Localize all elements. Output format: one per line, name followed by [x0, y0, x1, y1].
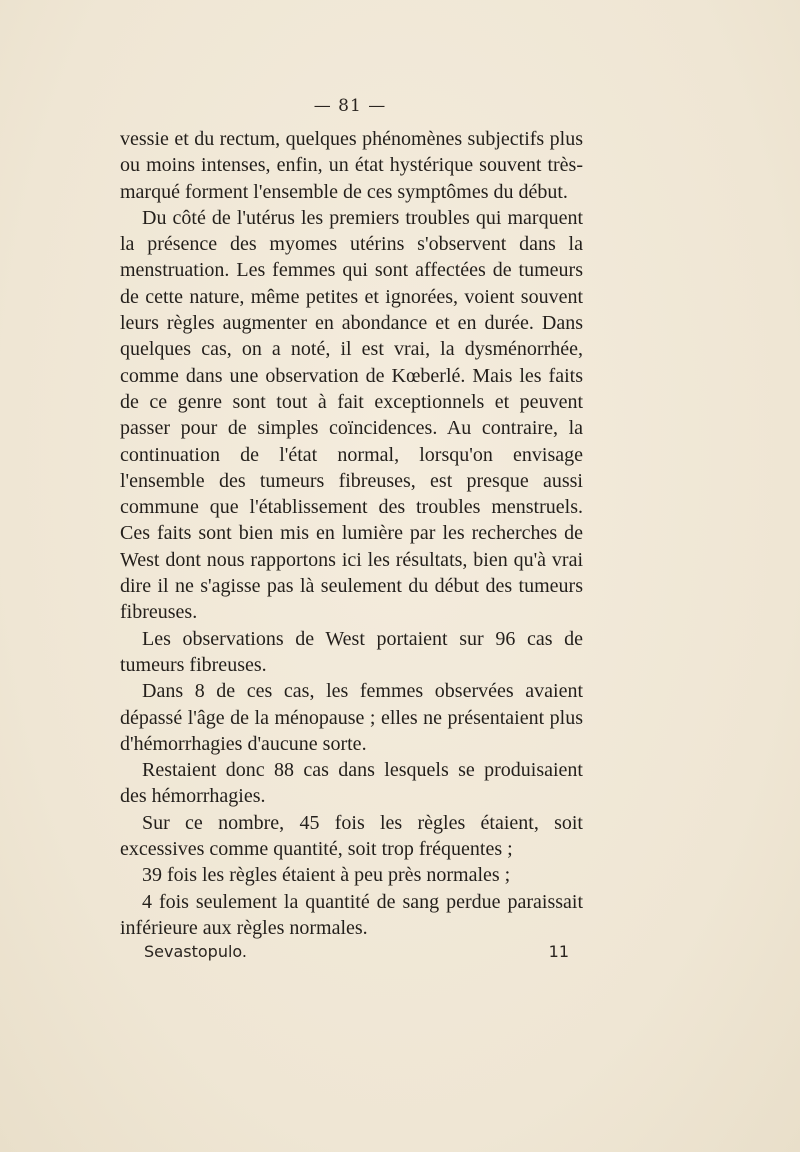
paragraph-3: Les observations de West portaient sur 96 cas de tumeurs fibreuses. — [120, 627, 583, 676]
signature-sheet-number: 11 — [548, 942, 569, 961]
paragraph-2: Du côté de l'utérus les premiers troubles qui marquent la présence des myomes utérins s'observent dans la menstruation. Les femmes qui sont affectées de tumeurs de cette nature, même petites et ignorées, voient souvent leurs règles augmenter en abondance et en durée. Dans quelques cas, on a noté, il est vrai, la dysménorrhée, comme dans une observation de Kœberlé. Mais les faits de ce genre sont tout à fait exceptionnels et peuvent passer pour de simples coïncidences. Au contraire, la continuation de l'état normal, lorsqu'on envisage l'ensemble des tumeurs fibreuses, est presque aussi commune que l'établissement des troubles menstruels. Ces faits sont bien mis en lumière par les recherches de West dont nous rapportons ici les résultats, bien qu'à vrai dire il ne s'agisse pas là seulement du début des tumeurs fibreuses. — [120, 206, 583, 624]
paragraph-8: 4 fois seulement la quantité de sang perdue paraissait inférieure aux règles normales. — [120, 890, 583, 939]
paragraph-4: Dans 8 de ces cas, les femmes observées avaient dépassé l'âge de la ménopause ; elles ne présentaient plus d'hémorrhagies d'aucune sorte. — [120, 680, 583, 755]
page-number: — 81 — — [313, 96, 387, 116]
signature-author: Sevastopulo. — [144, 942, 248, 961]
paragraph-6: Sur ce nombre, 45 fois les règles étaient, soit excessives comme quantité, soit trop fréquentes ; — [120, 811, 583, 861]
signature-line — [144, 942, 569, 961]
paragraph-7: 39 fois les règles étaient à peu près normales ; — [142, 864, 511, 887]
paragraph-1: vessie et du rectum, quelques phénomènes subjectifs plus ou moins intenses, enfin, un état hystérique souvent très-marqué forment l'ensemble de ces symptômes du début. — [120, 128, 583, 203]
paragraph-5: Restaient donc 88 cas dans lesquels se produisaient des hémorrhagies. — [120, 759, 583, 808]
body-text — [120, 126, 583, 941]
